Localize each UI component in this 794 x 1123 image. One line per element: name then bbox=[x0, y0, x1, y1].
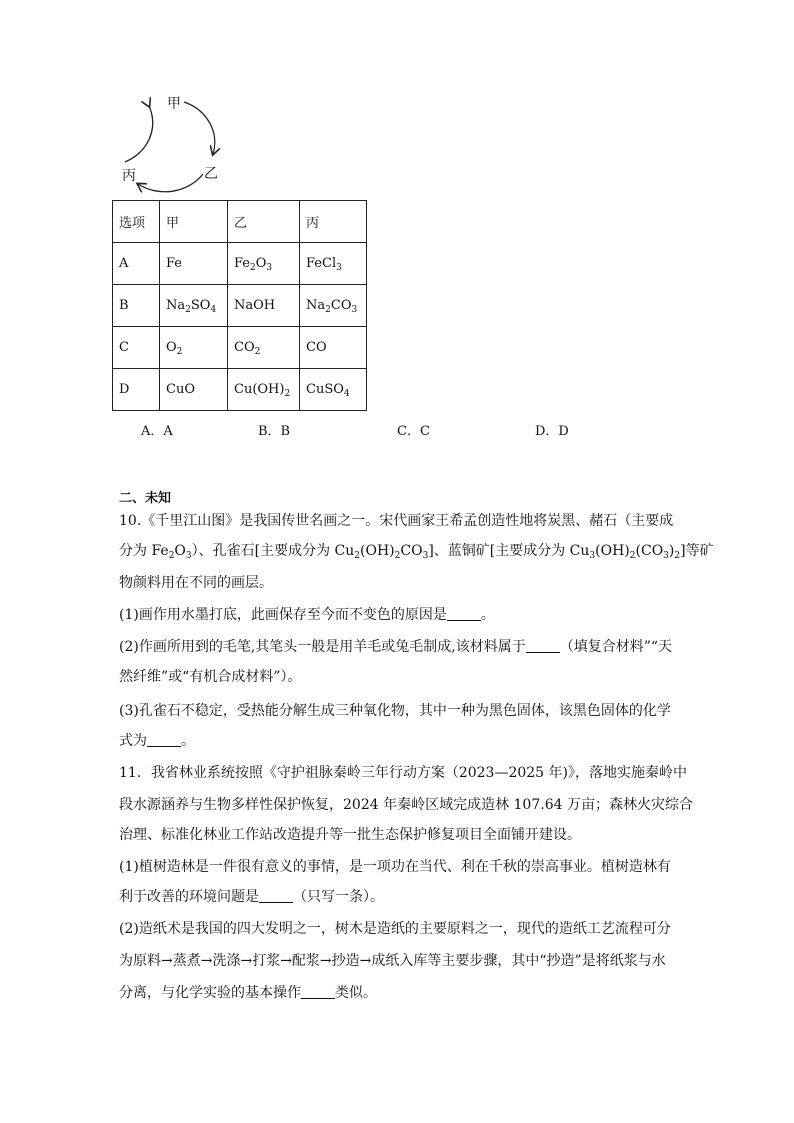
q10-text: （填复合材料”“天 bbox=[559, 639, 673, 655]
choice-a[interactable]: A．A bbox=[141, 424, 173, 439]
q11-part-2: (2)造纸术是我国的四大发明之一，树木是造纸的主要原料之一，现代的造纸工艺流程可分 bbox=[119, 921, 671, 937]
table-cell: CO bbox=[300, 327, 367, 369]
q11-stem-line-3: 治理、标准化林业工作站改造提升等一批生态保护修复项目全面铺开建设。 bbox=[119, 827, 581, 843]
q10-stem-line-2: 分为 $Fe_2O_3$）、孔雀石[主要成分为 $Cu_2(OH)_2CO_3$]、蓝铜矿[主要成分为 $Cu_3(OH)_2(CO_3)_2$]等矿 bbox=[119, 543, 714, 561]
answer-blank[interactable] bbox=[259, 888, 293, 903]
q10-text: 。 bbox=[480, 607, 495, 623]
q11-part-2-line-2: 为原料→蒸煮→洗涤→打浆→配浆→抄造→成纸入库等主要步骤，其中“抄造”是将纸浆与水 bbox=[119, 953, 666, 969]
answer-blank[interactable] bbox=[447, 606, 481, 621]
cycle-label-c: 丙 bbox=[122, 168, 136, 184]
q10-text: ]、蓝铜矿[主要成分为 Cu bbox=[428, 543, 590, 559]
formula-cell: $Na_2CO_3$ bbox=[300, 285, 367, 327]
section-title: 二、未知 bbox=[119, 491, 172, 506]
choice-c[interactable]: C．C bbox=[397, 424, 430, 439]
table-cell: CuO bbox=[160, 369, 228, 411]
q11-stem-line-2: 段水源涵养与生物多样性保护恢复，2024 年秦岭区域完成造林 107.64 万亩；森林火灾综合 bbox=[119, 797, 693, 813]
answer-blank[interactable] bbox=[526, 638, 560, 653]
q10-text: 分为 Fe bbox=[119, 543, 169, 559]
formula-cell: $Fe_2O_3$ bbox=[228, 243, 300, 285]
answer-blank[interactable] bbox=[147, 732, 181, 747]
table-cell: A bbox=[113, 243, 160, 285]
formula-cell: $Na_2SO_4$ bbox=[160, 285, 228, 327]
formula-cell: FeCl$_3$ bbox=[300, 243, 367, 285]
table-cell: NaOH bbox=[228, 285, 300, 327]
cycle-label-b: 乙 bbox=[204, 166, 218, 182]
table-cell: D bbox=[113, 369, 160, 411]
q11-text: 类似。 bbox=[335, 985, 377, 1001]
choice-b[interactable]: B．B bbox=[258, 424, 291, 439]
formula-cell: CuSO$_4$ bbox=[300, 369, 367, 411]
table-cell: Fe bbox=[160, 243, 228, 285]
answer-blank[interactable] bbox=[301, 984, 335, 999]
formula-cell: $Cu(OH)_2$ bbox=[228, 369, 300, 411]
q10-text: ]等矿 bbox=[680, 543, 714, 559]
q11-part-1: (1)植树造林是一件很有意义的事情，是一项功在当代、利在千秋的崇高事业。植树造林有 bbox=[119, 859, 671, 875]
cycle-diagram bbox=[112, 92, 232, 200]
q10-part-2-cont: 然纤维”或“有机合成材料”）。 bbox=[119, 669, 302, 685]
q10-text: 式为 bbox=[119, 733, 147, 749]
table-row bbox=[113, 285, 367, 327]
table-row bbox=[113, 369, 367, 411]
table-cell: C bbox=[113, 327, 160, 369]
q10-part-1 bbox=[119, 605, 495, 625]
q10-text: ）、孔雀石[主要成分为 Cu bbox=[191, 543, 355, 559]
q10-stem-line-3: 物颜料用在不同的画层。 bbox=[119, 575, 273, 591]
table-cell: B bbox=[113, 285, 160, 327]
q11-stem-line-1: 11．我省林业系统按照《守护祖脉秦岭三年行动方案（2023—2025 年)》，落地实施秦岭中 bbox=[119, 765, 687, 781]
table-row bbox=[113, 327, 367, 369]
q11-text: 利于改善的环境问题是 bbox=[119, 889, 259, 905]
choice-d[interactable]: D．D bbox=[535, 424, 569, 439]
cycle-label-a: 甲 bbox=[167, 96, 181, 112]
q10-stem-line-1: 10.《千里江山图》是我国传世名画之一。宋代画家王希孟创造性地将炭黑、赭石（主要成 bbox=[119, 513, 674, 529]
q10-text: (1)画作用水墨打底，此画保存至今而不变色的原因是 bbox=[119, 607, 447, 623]
q11-part-1-cont bbox=[119, 887, 384, 907]
table-cell: 选项 bbox=[113, 201, 160, 243]
formula-cell: $CO_2$ bbox=[228, 327, 300, 369]
table-cell: 乙 bbox=[228, 201, 300, 243]
answer-choices bbox=[0, 420, 794, 438]
table-cell: 丙 bbox=[300, 201, 367, 243]
q10-part-3-cont bbox=[119, 731, 195, 751]
table-cell: 甲 bbox=[160, 201, 228, 243]
options-table bbox=[112, 200, 367, 411]
q10-text: 。 bbox=[181, 733, 195, 749]
table-row bbox=[113, 243, 367, 285]
q10-part-3: (3)孔雀石不稳定，受热能分解生成三种氧化物，其中一种为黑色固体，该黑色固体的化学 bbox=[119, 703, 671, 719]
q11-text: 分离，与化学实验的基本操作 bbox=[119, 985, 301, 1001]
q11-part-2-line-3 bbox=[119, 983, 377, 1003]
table-header-row bbox=[113, 201, 367, 243]
q11-text: （只写一条）。 bbox=[293, 889, 384, 905]
q10-text: (2)作画所用到的毛笔,其笔头一般是用羊毛或兔毛制成,该材料属于 bbox=[119, 639, 526, 655]
formula-cell: $O_2$ bbox=[160, 327, 228, 369]
q10-part-2 bbox=[119, 637, 672, 657]
